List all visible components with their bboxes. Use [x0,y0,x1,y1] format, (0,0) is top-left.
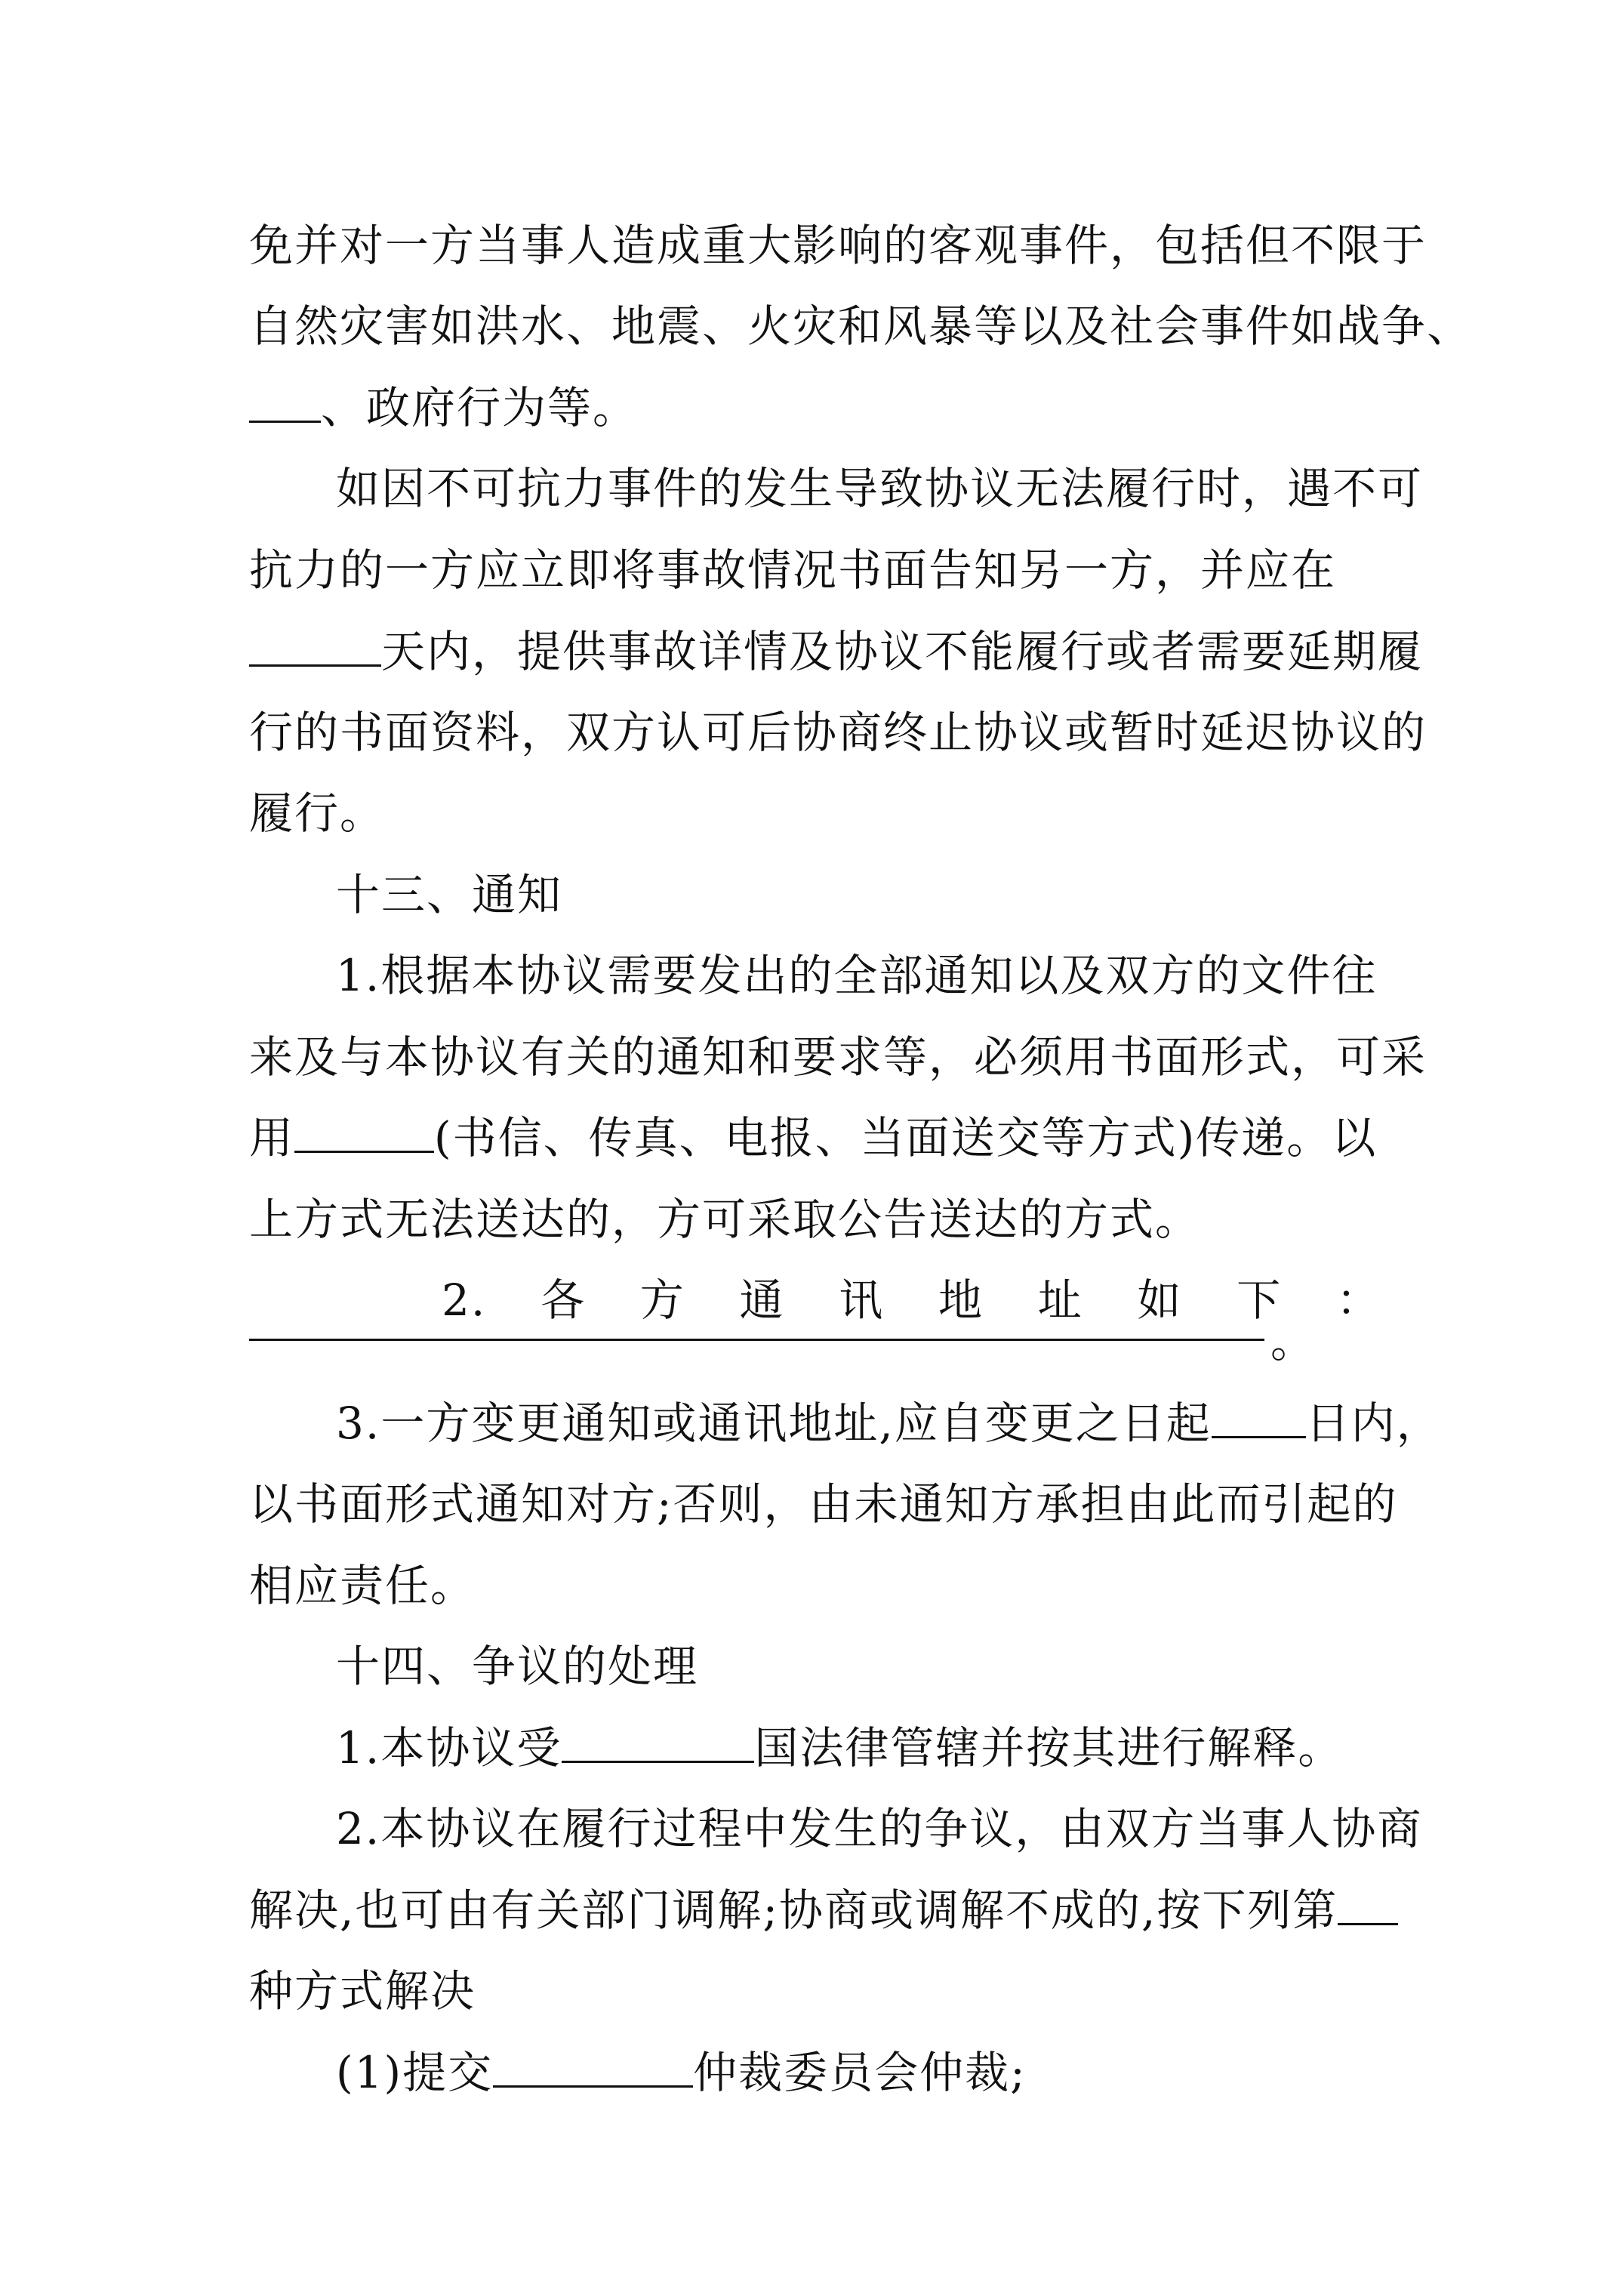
fill-blank [249,625,381,667]
paragraph-line: 来及与本协议有关的通知和要求等，必须用书面形式，可采 [249,1031,1427,1083]
line-text: 、政府行为等。 [321,382,639,433]
paragraph-line: 上方式无法送达的，方可采取公告送达的方式。 [249,1194,1201,1245]
line-text: 国法律管辖并按其进行解释。 [754,1722,1344,1774]
justified-char: 通 [739,1274,785,1326]
paragraph-line: 相应责任。 [249,1560,476,1611]
paragraph-line [336,2031,1381,2114]
line-text: 仲裁委员会仲裁; [693,2047,1027,2098]
paragraph-line: 如因不可抗力事件的发生导致协议无法履行时，遇不可 [336,463,1424,514]
paragraph-line: 免并对一方当事人造成重大影响的客观事件，包括但不限于 [249,220,1427,271]
justified-char: 地 [938,1274,984,1326]
address-heading-line [442,1259,1381,1342]
fill-blank [562,1721,754,1763]
paragraph-line: 种方式解决 [249,1965,476,2017]
justified-char: 方 [639,1274,685,1326]
justified-char: 址 [1037,1274,1083,1326]
line-text: 3.一方变更通知或通讯地址,应自变更之日起 [336,1398,1212,1449]
paragraph-line: 1.根据本协议需要发出的全部通知以及双方的文件往 [336,950,1378,1001]
line-text: 解决,也可由有关部门调解;协商或调解不成的,按下列第 [249,1885,1338,1936]
fill-blank [294,1111,434,1153]
paragraph-line: 2.本协议在履行过程中发生的争议，由双方当事人协商 [336,1803,1423,1854]
address-blank-rule [249,1339,1264,1341]
fill-blank [1338,1884,1398,1925]
fill-blank [493,2046,693,2088]
section-heading: 十三、通知 [336,869,563,920]
paragraph-line: 抗力的一方应立即将事故情况书面告知另一方，并应在 [249,544,1337,596]
paragraph-line [249,366,1381,449]
paragraph-line [336,1706,1381,1789]
justified-char: 2. [442,1274,487,1326]
paragraph-line [249,1096,1381,1179]
line-text: 日内， [1305,1398,1442,1449]
line-text: 天内，提供事故详情及协议不能履行或者需要延期履 [381,626,1424,677]
justified-char: 下 [1236,1274,1283,1326]
paragraph-line: 自然灾害如洪水、地震、火灾和风暴等以及社会事件如战争、 [249,300,1473,352]
line-text: 用 [249,1112,295,1163]
justified-char: 如 [1137,1274,1183,1326]
line-text: (1)提交 [336,2047,494,2098]
line-text: (书信、传真、电报、当面送交等方式)传递。以 [434,1112,1378,1163]
paragraph-line: 履行。 [249,787,386,839]
paragraph-line [249,610,1424,693]
section-heading: 十四、争议的处理 [336,1641,699,1692]
justified-char: 各 [540,1274,587,1326]
justified-char: 讯 [839,1274,885,1326]
line-text: 1.本协议受 [336,1722,562,1774]
paragraph-line: 以书面形式通知对方;否则，由未通知方承担由此而引起的 [249,1478,1398,1530]
justified-char: ： [1335,1274,1381,1326]
fill-blank [249,381,321,423]
paragraph-line [336,1382,1442,1465]
fill-blank [1212,1397,1306,1438]
line-end-punctuation: 。 [1270,1316,1317,1367]
paragraph-line [249,1869,1381,1952]
paragraph-line: 行的书面资料，双方认可后协商终止协议或暂时延迟协议的 [249,707,1427,758]
